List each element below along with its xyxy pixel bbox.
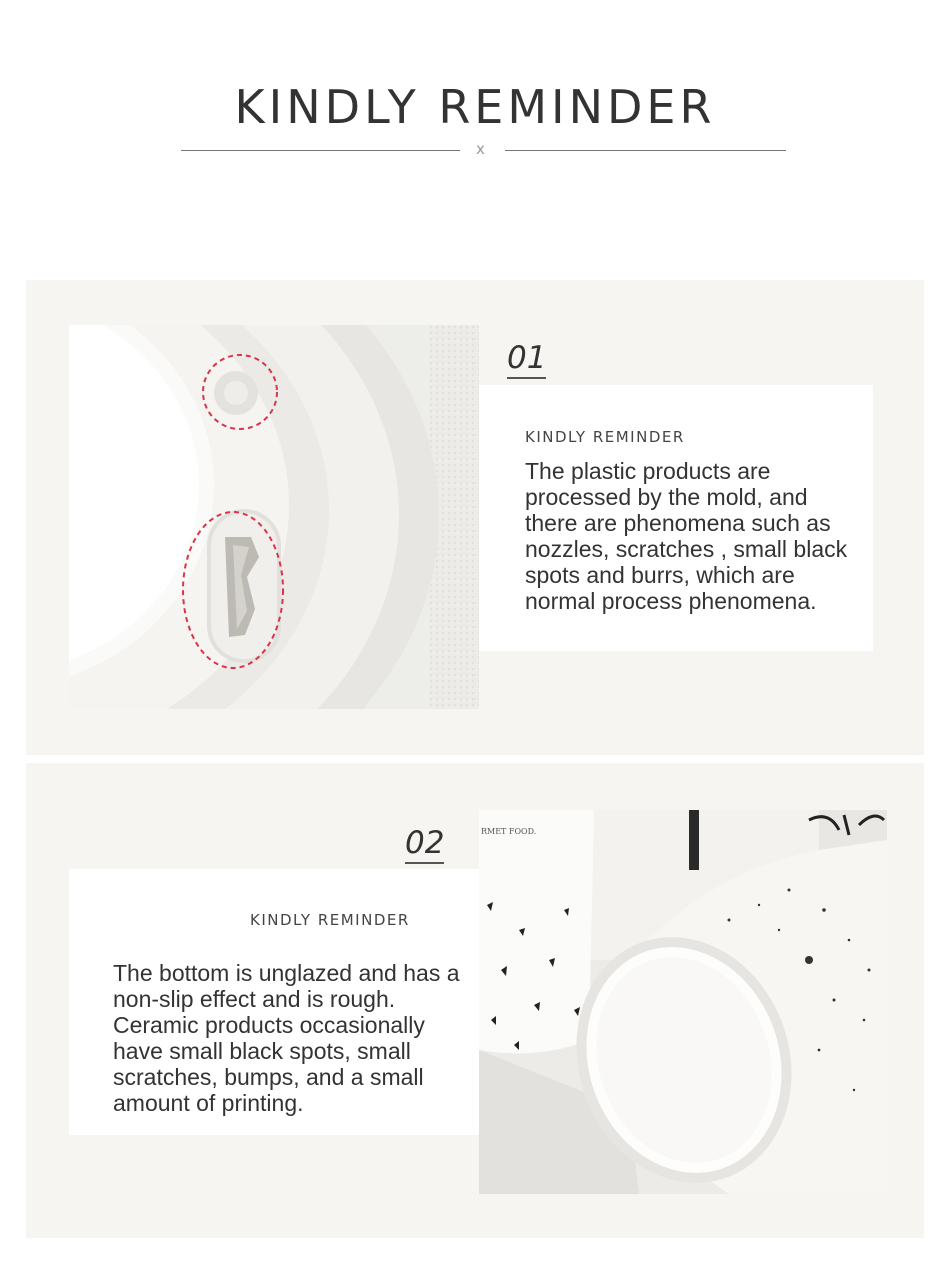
cup-print-text: RMET FOOD. bbox=[481, 827, 537, 836]
section-02-text: The bottom is unglazed and has a non-slip effect and is rough. Ceramic products occasionally have small black spots, small scratches, bumps, and a small amount of printing. bbox=[113, 960, 460, 1116]
plastic-lid-illustration bbox=[69, 325, 479, 709]
section-02-number: 02 bbox=[405, 825, 444, 864]
section-01-text: The plastic products are processed by the mold, and there are phenomena such as nozzles, scratches , small black spots and burrs, which are normal process phenomena. bbox=[525, 458, 848, 614]
title-divider-left bbox=[181, 150, 460, 151]
section-02-label: KINDLY REMINDER bbox=[250, 911, 410, 929]
section-01-label: KINDLY REMINDER bbox=[525, 428, 685, 446]
page-title: KINDLY REMINDER bbox=[234, 80, 716, 134]
section-01-number: 01 bbox=[507, 340, 546, 379]
title-divider-right bbox=[505, 150, 786, 151]
ceramic-cup-bottom-photo bbox=[479, 810, 887, 1194]
divider-mark: x bbox=[476, 140, 485, 158]
plastic-lid-detail-photo bbox=[69, 325, 479, 709]
ceramic-cup-illustration bbox=[479, 810, 887, 1194]
